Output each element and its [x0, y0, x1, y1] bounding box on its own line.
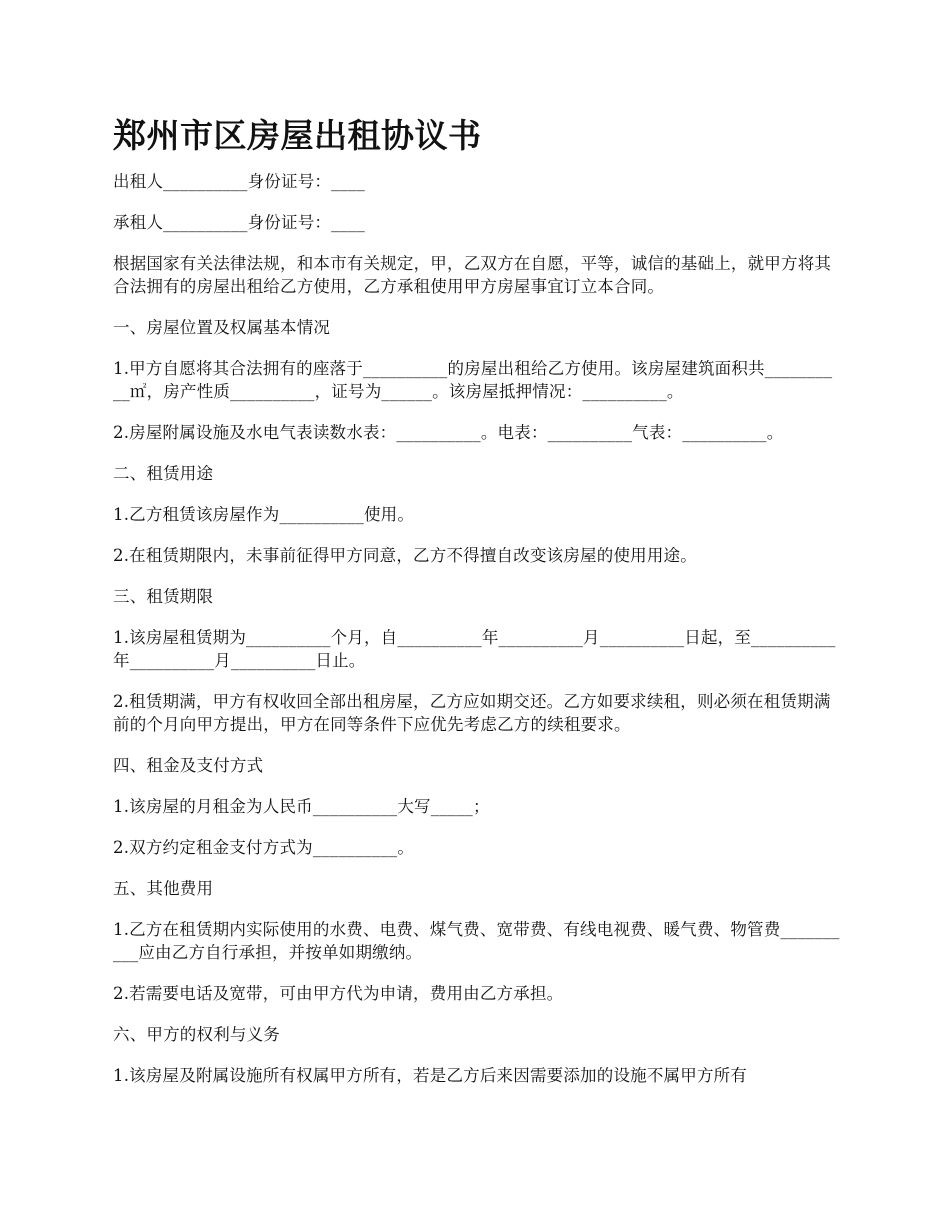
- document-body: [113, 108, 840, 1105]
- section-heading: 六、甲方的权利与义务: [113, 1025, 280, 1044]
- section-heading: 三、租赁期限: [113, 587, 214, 606]
- section-heading: 五、其他费用: [113, 879, 214, 898]
- clause-paragraph: 2.房屋附属设施及水电气表读数水表：__________。电表：__________气表：__________。: [113, 423, 784, 442]
- clause-paragraph: 2.若需要电话及宽带，可由甲方代为申请，费用由乙方承担。: [113, 984, 564, 1003]
- section-heading: 四、租金及支付方式: [113, 756, 264, 775]
- clause-paragraph: 2.在租赁期限内，未事前征得甲方同意，乙方不得擅自改变该房屋的使用用途。: [113, 546, 697, 565]
- section-heading: 二、租赁用途: [113, 464, 214, 483]
- clause-paragraph: 1.乙方租赁该房屋作为__________使用。: [113, 505, 415, 524]
- clause-paragraph: 1.该房屋的月租金为人民币__________大写_____；: [113, 797, 490, 816]
- document-title: 郑州市区房屋出租协议书: [113, 116, 482, 155]
- clause-paragraph: 1.该房屋及附属设施所有权属甲方所有，若是乙方后来因需要添加的设施不属甲方所有: [113, 1066, 748, 1085]
- clause-paragraph: 2.双方约定租金支付方式为__________。: [113, 838, 415, 857]
- clause-paragraph: 1.该房屋租赁期为__________个月，自__________年__________月__________日起，至__________年__________月__________日止。: [113, 628, 836, 670]
- clause-paragraph: 1.乙方在租赁期内实际使用的水费、电费、煤气费、宽带费、有线电视费、暖气费、物管费__________应由乙方自行承担，并按单如期缴纳。: [113, 920, 840, 962]
- clause-paragraph: 1.甲方自愿将其合法拥有的座落于__________的房屋出租给乙方使用。该房屋建筑面积共__________㎡，房产性质__________，证号为______。该房屋抵押情况：__________。: [113, 359, 833, 401]
- lessor-line: 出租人__________身份证号：____: [113, 172, 365, 191]
- clause-paragraph: 2.租赁期满，甲方有权收回全部出租房屋，乙方应如期交还。乙方如要求续租，则必须在租赁期满前的个月向甲方提出，甲方在同等条件下应优先考虑乙方的续租要求。: [113, 692, 831, 734]
- section-heading: 一、房屋位置及权属基本情况: [113, 318, 331, 337]
- lessee-line: 承租人__________身份证号：____: [113, 213, 365, 232]
- preamble-paragraph: 根据国家有关法律法规，和本市有关规定，甲，乙双方在自愿，平等，诚信的基础上，就甲方将其合法拥有的房屋出租给乙方使用，乙方承租使用甲方房屋事宜订立本合同。: [113, 254, 832, 296]
